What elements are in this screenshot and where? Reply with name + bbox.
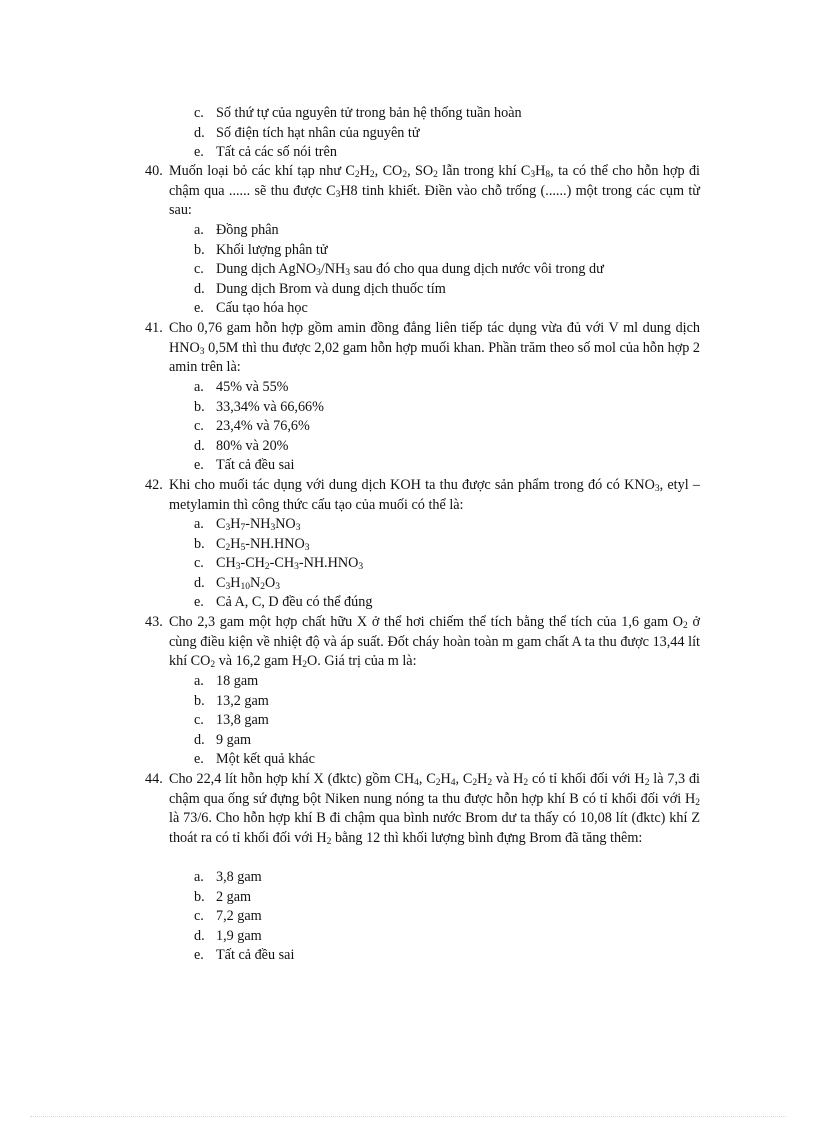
question-text: Cho 0,76 gam hỗn hợp gồm amin đồng đẳng liên tiếp tác dụng vừa đủ với V ml dung dịch $HNO_3$ 0,5M thì thu được 2,02 gam hỗn hợp muối khan. Phần trăm theo số mol của hỗn hợp 2 amin trên là:: [169, 320, 700, 376]
option-d: d. 1,9 gam: [194, 927, 262, 944]
question-number: 41.: [145, 320, 163, 336]
question-41-options: [194, 378, 694, 476]
option-e: e. Tất cả đều sai: [194, 947, 295, 964]
option-d: d. 9 gam: [194, 731, 252, 748]
option-c: c. Số thứ tự của nguyên tử trong bản hệ thống tuần hoàn: [194, 105, 522, 121]
page-bottom-divider: [30, 1116, 786, 1117]
question-number: 42.: [145, 477, 163, 493]
option-b: b. 2 gam: [194, 888, 252, 905]
question-42: [145, 476, 700, 515]
option-e: e. Tất cả đều sai: [194, 457, 295, 474]
option-a: a. 45% và 55%: [194, 379, 289, 395]
question-43-options: [194, 672, 694, 770]
option-b: b. $C_2H_5-NH.HNO_3$: [194, 535, 310, 553]
option-d: d. Số điện tích hạt nhân của nguyên tử: [194, 124, 420, 141]
option-a: a. 3,8 gam: [194, 869, 262, 885]
option-b: b. 13,2 gam: [194, 692, 269, 709]
question-40: [145, 162, 700, 221]
option-a: a. $C_3H_7-NH_3NO_3$: [194, 516, 301, 533]
question-number: 43.: [145, 614, 163, 630]
question-text: Cho 2,3 gam một hợp chất hữu X ở thể hơi chiếm thể tích bằng thể tích của 1,6 gam $O_2$ ở cùng điều kiện về nhiệt độ và áp suất. Đốt cháy hoàn toàn m gam chất A ta thu được 13,44 lít khí $CO_2$ và 16,2 gam $H_2O$. Giá trị của m là:: [169, 614, 700, 671]
option-a: a. 18 gam: [194, 673, 259, 689]
option-c: c. $CH_3-CH_2-CH_3-NH.HNO_3$: [194, 555, 364, 573]
option-e: e. Một kết quả khác: [194, 751, 315, 768]
option-d: d. $C_3H_{10}N_2O_3$: [194, 574, 280, 592]
question-text: Cho 22,4 lít hỗn hợp khí X (đktc) gồm $CH_4$, $C_2H_4$, $C_2H_2$ và $H_2$ có tỉ khối đối với $H_2$ là 7,3 đi chậm qua ống sứ đựng bột Niken nung nóng ta thu được hỗn hợp khí B có tỉ khối đối với $H_2$ là 73/6. Cho hỗn hợp khí B đi chậm qua bình nước Brom dư ta thấy có 10,08 lít (đktc) khí Z thoát ra có tỉ khối đối với $H_2$ bằng 12 thì khối lượng bình đựng Brom đã tăng thêm:: [169, 771, 700, 847]
question-44: [145, 770, 700, 848]
option-d: d. 80% và 20%: [194, 437, 289, 454]
question-43: [145, 613, 700, 672]
question-40-options: [194, 221, 694, 319]
option-b: b. Khối lượng phân tử: [194, 241, 328, 258]
option-c: c. 7,2 gam: [194, 908, 262, 925]
option-d: d. Dung dịch Brom và dung dịch thuốc tím: [194, 280, 446, 297]
option-c: c. 23,4% và 76,6%: [194, 418, 310, 435]
option-a: a. Đồng phân: [194, 222, 279, 238]
option-e: e. Cả A, C, D đều có thể đúng: [194, 594, 373, 611]
question-number: 40.: [145, 163, 163, 179]
carry-over-options: [194, 104, 694, 163]
question-44-options: [194, 868, 694, 966]
question-text: Khi cho muối tác dụng với dung dịch KOH ta thu được sản phẩm trong đó có $KNO_3$, etyl – metylamin thì công thức cấu tạo của muối có thể là:: [169, 477, 700, 513]
option-b: b. 33,34% và 66,66%: [194, 398, 324, 415]
question-41: [145, 319, 700, 378]
option-e: e. Cấu tạo hóa học: [194, 300, 308, 317]
question-text: Muốn loại bỏ các khí tạp như $C_2H_2$, $CO_2$, $SO_2$ lẫn trong khí $C_3H_8$, ta có thể cho hỗn hợp đi chậm qua ...... sẽ thu được $C_3H8$ tinh khiết. Điền vào chỗ trống (......) một trong các cụm từ sau:: [169, 163, 700, 219]
question-42-options: [194, 515, 694, 613]
option-c: c. Dung dịch $AgNO_3/NH_3$ sau đó cho qua dung dịch nước vôi trong dư: [194, 261, 604, 279]
option-e: e. Tất cả các số nói trên: [194, 144, 337, 161]
option-c: c. 13,8 gam: [194, 712, 269, 729]
question-number: 44.: [145, 771, 163, 787]
